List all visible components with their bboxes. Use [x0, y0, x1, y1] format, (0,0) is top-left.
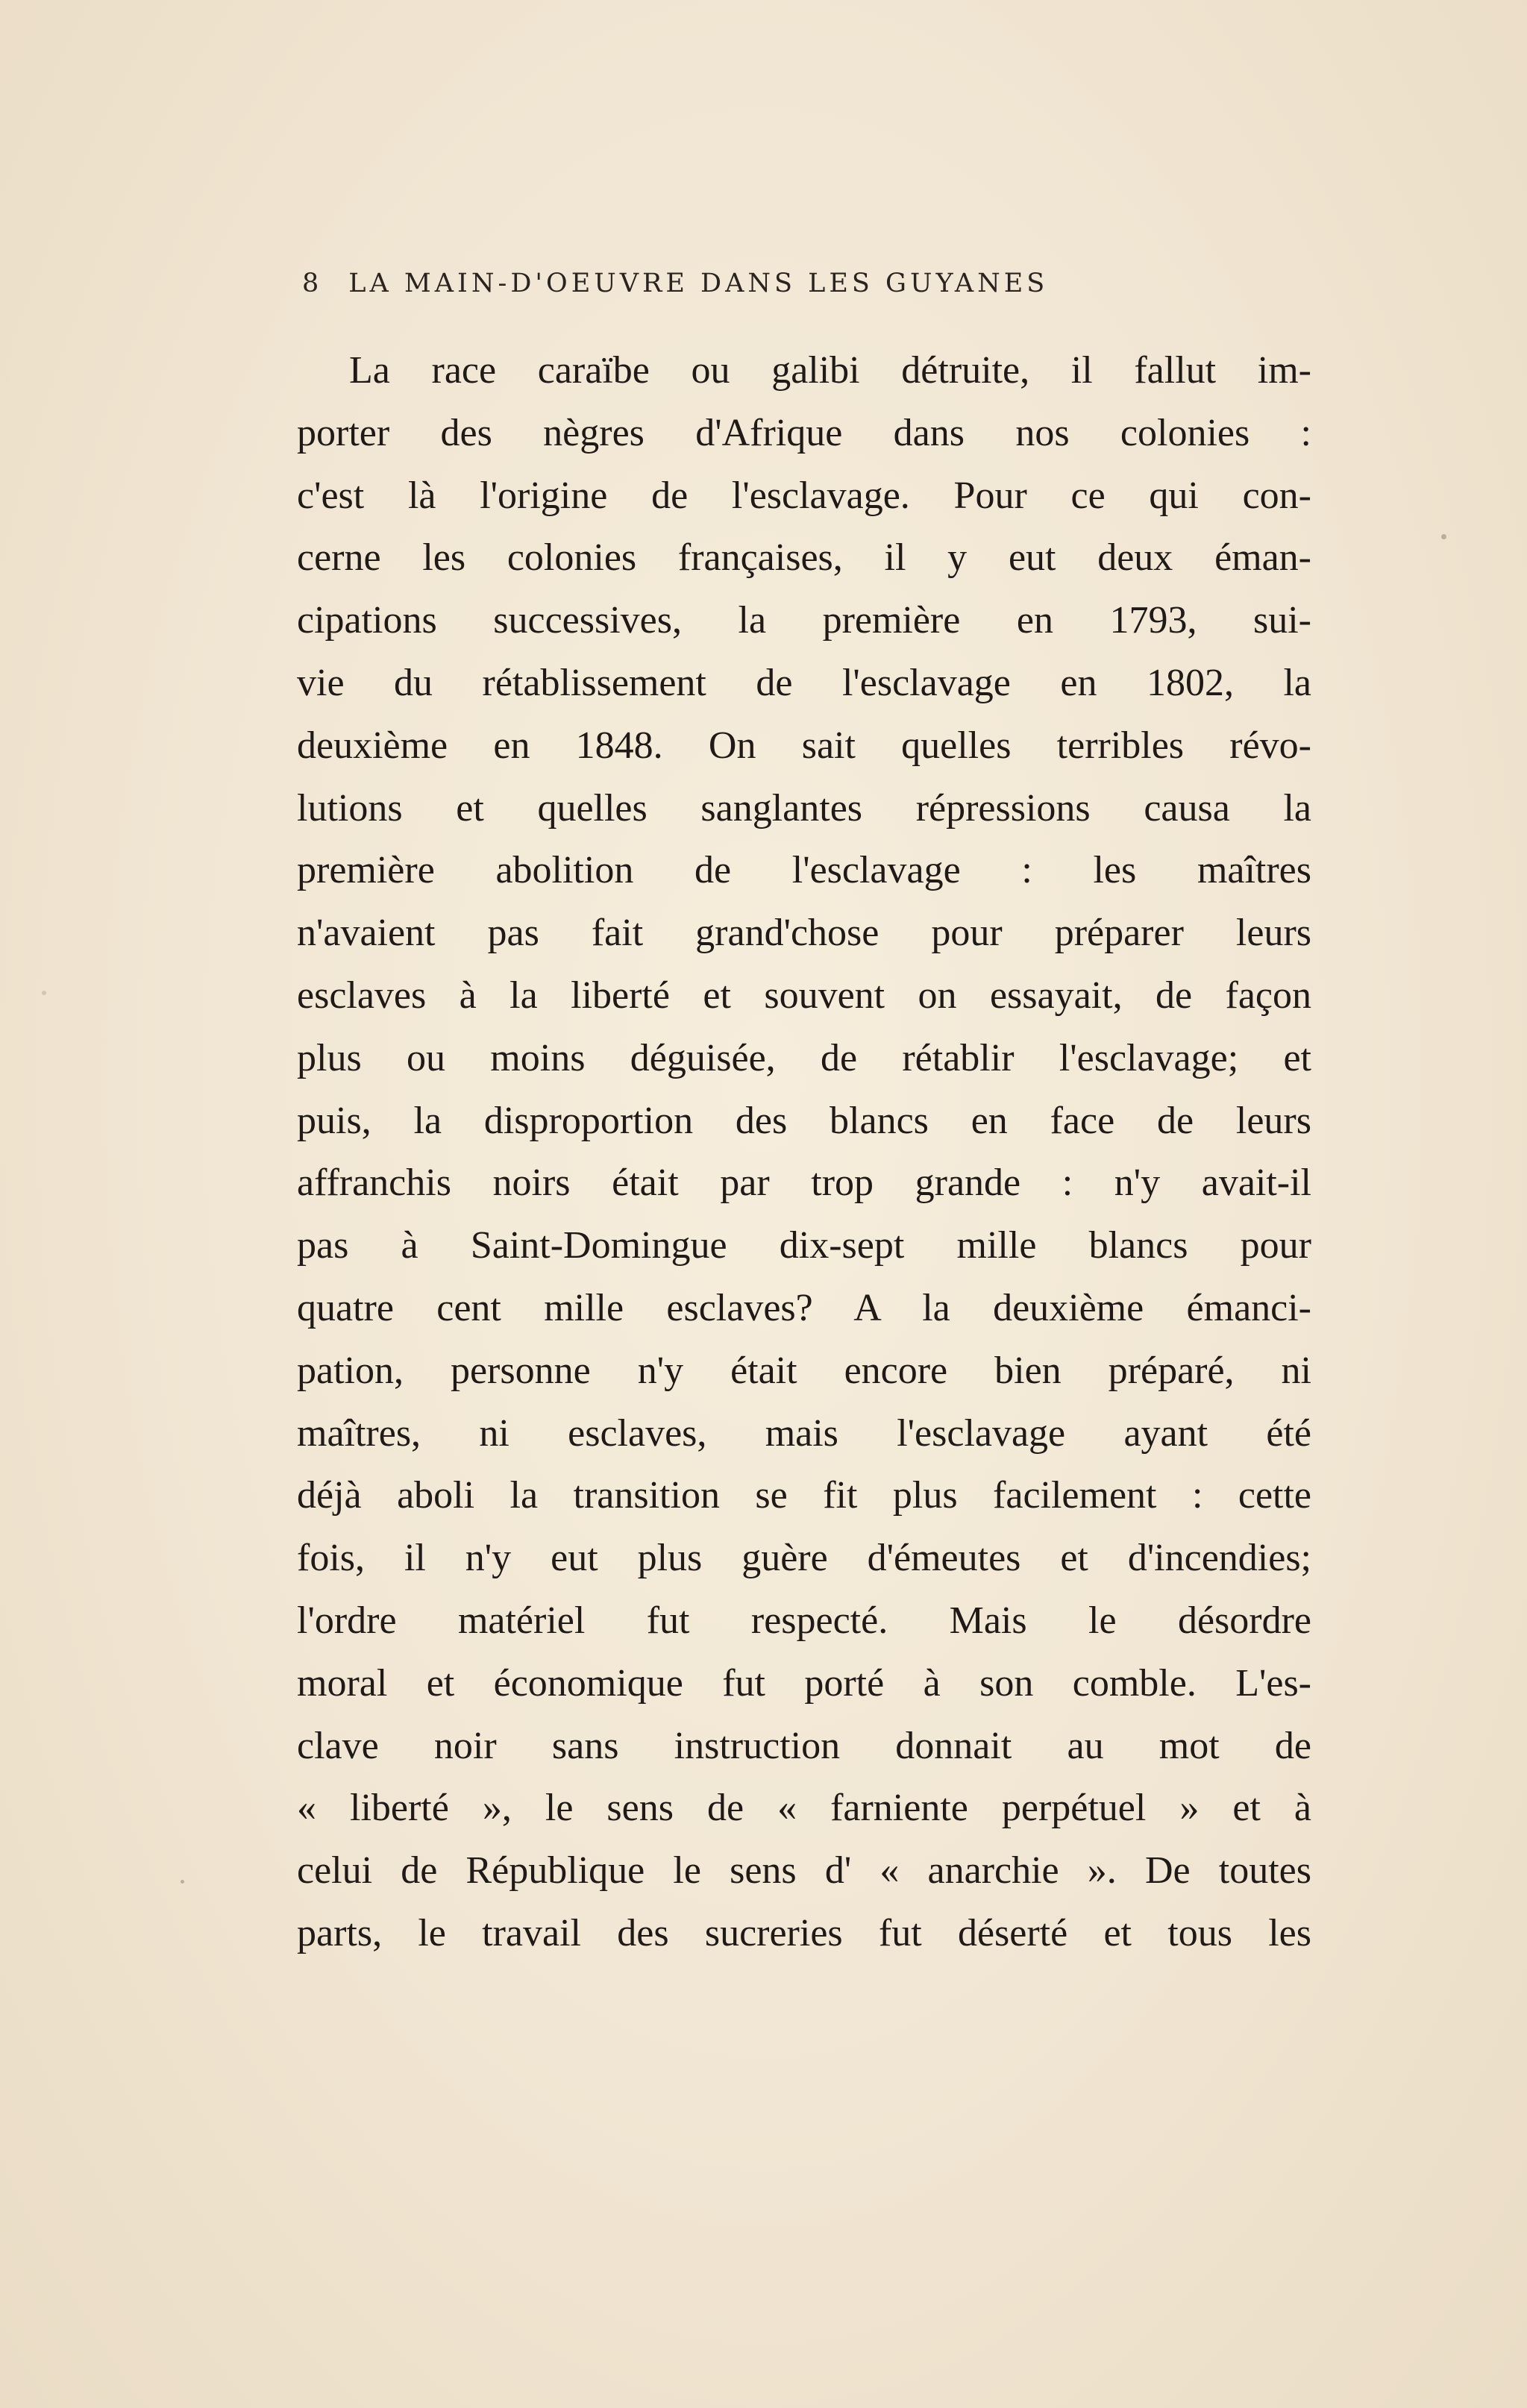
paper-speck — [42, 991, 46, 995]
text-line: plus ou moins déguisée, de rétablir l'esclavage; et — [297, 1036, 1311, 1079]
text-line: clave noir sans instruction donnait au mot de — [297, 1724, 1311, 1767]
text-line: vie du rétablissement de l'esclavage en 1802, la — [297, 661, 1311, 704]
running-head — [302, 269, 1302, 306]
text-line: moral et économique fut porté à son comble. L'es- — [297, 1661, 1311, 1705]
text-line: c'est là l'origine de l'esclavage. Pour ce qui con- — [297, 474, 1311, 517]
text-line: lutions et quelles sanglantes répressions causa la — [297, 786, 1311, 830]
text-line: puis, la disproportion des blancs en face de leurs — [297, 1099, 1311, 1142]
running-title: LA MAIN-D'OEUVRE DANS LES GUYANES — [348, 269, 1049, 298]
paper-speck — [1441, 534, 1446, 539]
text-line: pation, personne n'y était encore bien préparé, ni — [297, 1349, 1311, 1392]
body-text — [297, 339, 1311, 1965]
text-line: première abolition de l'esclavage : les maîtres — [297, 849, 1311, 892]
text-line: esclaves à la liberté et souvent on essayait, de façon — [297, 973, 1311, 1017]
paper-speck — [181, 1880, 184, 1884]
text-line: porter des nègres d'Afrique dans nos colonies : — [297, 411, 1311, 454]
text-line: parts, le travail des sucreries fut déserté et tous les — [297, 1911, 1311, 1954]
text-line: La race caraïbe ou galibi détruite, il fallut im- — [349, 349, 1311, 392]
text-line: fois, il n'y eut plus guère d'émeutes et d'incendies; — [297, 1537, 1311, 1580]
text-line: cerne les colonies françaises, il y eut deux éman- — [297, 536, 1311, 580]
page-number: 8 — [302, 269, 319, 298]
text-line: « liberté », le sens de « farniente perpétuel » et à — [297, 1787, 1311, 1830]
text-line: deuxième en 1848. On sait quelles terribles révo- — [297, 724, 1311, 767]
text-line: déjà aboli la transition se fit plus facilement : cette — [297, 1474, 1311, 1517]
text-line: affranchis noirs était par trop grande : n'y avait-il — [297, 1161, 1311, 1205]
text-line: celui de République le sens d' « anarchie ». De toutes — [297, 1849, 1311, 1893]
text-line: n'avaient pas fait grand'chose pour préparer leurs — [297, 912, 1311, 955]
text-line: cipations successives, la première en 1793, sui- — [297, 599, 1311, 642]
text-line: maîtres, ni esclaves, mais l'esclavage ayant été — [297, 1411, 1311, 1455]
text-line: pas à Saint-Domingue dix-sept mille blancs pour — [297, 1224, 1311, 1267]
text-line: quatre cent mille esclaves? A la deuxième émanci- — [297, 1286, 1311, 1329]
text-line: l'ordre matériel fut respecté. Mais le désordre — [297, 1599, 1311, 1642]
